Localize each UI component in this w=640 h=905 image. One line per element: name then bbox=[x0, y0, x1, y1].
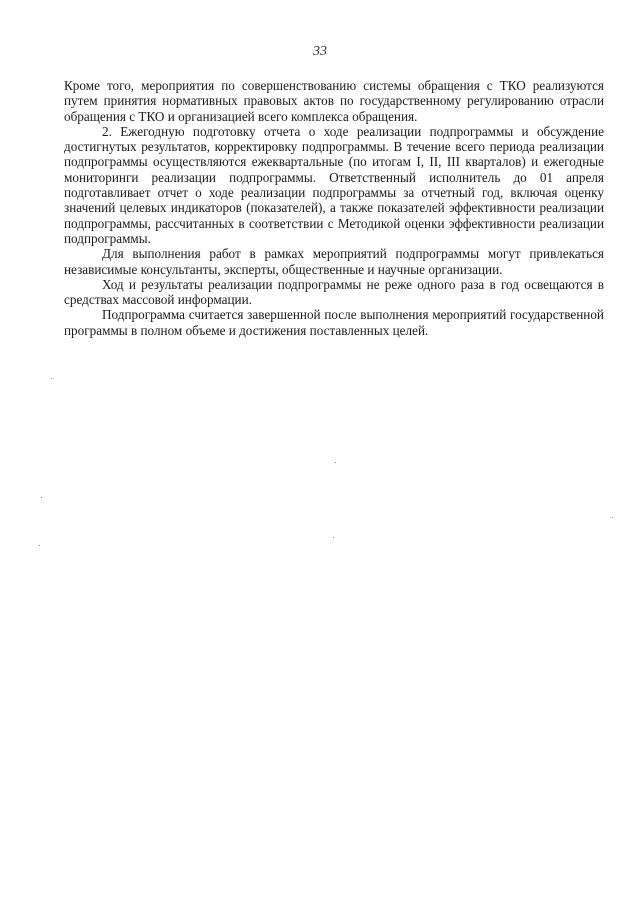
scan-speck bbox=[333, 537, 334, 538]
paragraph: Для выполнения работ в рамках мероприятий подпрограммы могут привлекаться независимые консультанты, эксперты, общественные и научные организации. bbox=[64, 246, 604, 277]
paragraph: 2. Ежегодную подготовку отчета о ходе реализации подпрограммы и обсуждение достигнутых результатов, корректировку подпрограммы. В течение всего периода реализации подпрограммы осуществляются ежеквартальные (по итогам I, II, III кварталов) и ежегодные мониторинги реализации подпрограммы. Ответственный исполнитель до 01 апреля подготавливает отчет о ходе реализации подпрограммы за отчетный год, включая оценку значений целевых индикаторов (показателей), а также показателей эффективности реализации подпрограммы, рассчитанных в соответствии с Методикой оценки эффективности реализации подпрограммы. bbox=[64, 123, 604, 246]
document-body bbox=[64, 78, 604, 338]
page-number: 33 bbox=[313, 44, 327, 59]
scan-speck bbox=[39, 545, 40, 546]
paragraph: Ход и результаты реализации подпрограммы не реже одного раза в год освещаются в средствах массовой информации. bbox=[64, 276, 604, 308]
scan-speck bbox=[41, 497, 42, 498]
scan-speck bbox=[612, 517, 613, 518]
scan-speck bbox=[51, 378, 52, 379]
paragraph: Подпрограмма считается завершенной после выполнения мероприятий государственной программы в полном объеме и достижения поставленных целей. bbox=[64, 307, 604, 338]
paragraph: Кроме того, мероприятия по совершенствованию системы обращения с ТКО реализуются путем принятия нормативных правовых актов по государственному регулированию отрасли обращения с ТКО и организацией всего комплекса обращения. bbox=[64, 78, 604, 124]
scan-speck bbox=[335, 462, 336, 463]
